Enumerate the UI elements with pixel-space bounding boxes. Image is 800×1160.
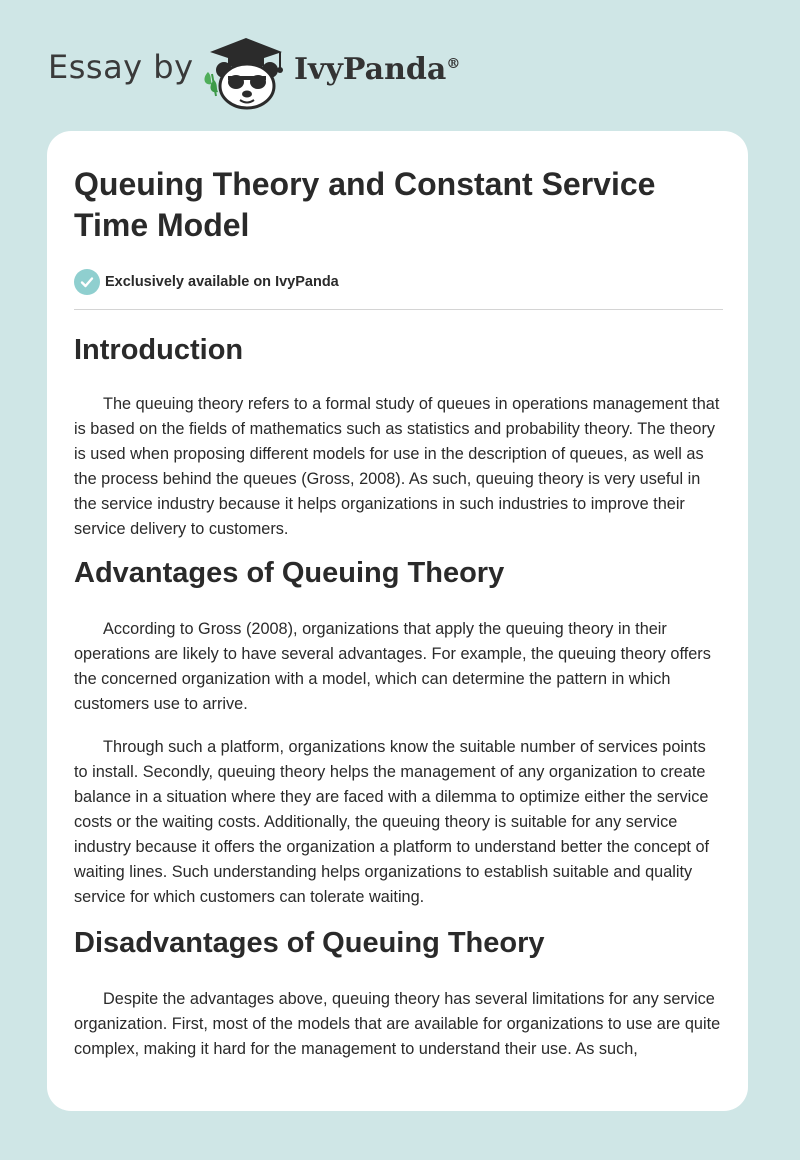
paragraph: Despite the advantages above, queuing theory has several limitations for any service organization. First, most of the models that are available for organizations to use are quite complex, making it hard for the management to understand their use. As such, xyxy=(74,990,721,1058)
site-header xyxy=(0,0,800,130)
brand-name[interactable]: IvyPanda® xyxy=(294,52,461,87)
check-circle-icon xyxy=(74,269,100,295)
panda-logo-icon[interactable] xyxy=(200,34,290,110)
section-heading-advantages: Advantages of Queuing Theory xyxy=(74,557,505,589)
section-heading-introduction: Introduction xyxy=(74,334,244,366)
essay-by-label: Essay by xyxy=(48,48,194,86)
article-card xyxy=(47,131,748,1111)
exclusive-badge xyxy=(74,269,722,295)
exclusive-badge-label: Exclusively available on IvyPanda xyxy=(105,274,339,290)
title-divider xyxy=(74,309,723,310)
ivy-leaf-icon xyxy=(205,72,218,96)
article-title: Queuing Theory and Constant Service Time Model xyxy=(74,166,656,243)
registered-mark: ® xyxy=(446,56,461,72)
paragraph: Through such a platform, organizations know the suitable number of services points to install. Secondly, queuing theory helps the management of any organization to create balance in a situation where they are faced with a dilemma to optimize either the service costs or the waiting costs. Additionally, the queuing theory is suitable for any service industry because it offers the organization a platform to understand better the concept of waiting lines. Such understanding helps organizations to establish suitable and quality service for which customers can tolerate waiting. xyxy=(74,738,710,906)
paragraph: According to Gross (2008), organizations that apply the queuing theory in their operations are likely to have several advantages. For example, the queuing theory offers the concerned organization with a model, which can determine the pattern in which customers use to arrive. xyxy=(74,620,711,713)
article-content xyxy=(74,164,722,1062)
paragraph: The queuing theory refers to a formal study of queues in operations management that is based on the fields of mathematics such as statistics and probability theory. The theory is used when proposing different models for use in the description of queues, as well as the process behind the queues (Gross, 2008). As such, queuing theory is very useful in the service industry because it helps organizations in such industries to improve their service delivery to customers. xyxy=(74,395,720,538)
section-heading-disadvantages: Disadvantages of Queuing Theory xyxy=(74,927,545,959)
